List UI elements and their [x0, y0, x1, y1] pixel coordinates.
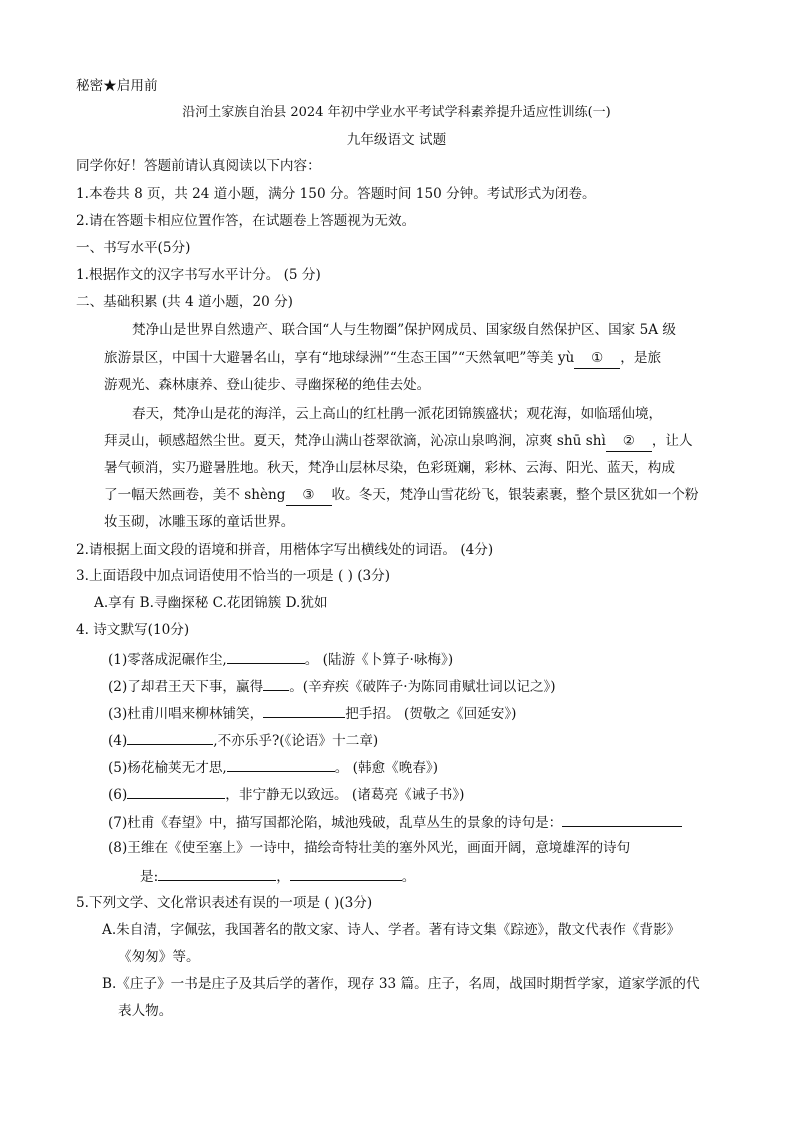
section-1-heading: 一、书写水平(5分) — [76, 240, 191, 256]
recitation-item: 是: ， 。 — [140, 865, 415, 887]
answer-blank[interactable] — [127, 783, 225, 799]
passage-line: 游观光、森林康养、登山徒步、寻幽探秘的绝佳去处。 — [104, 377, 431, 393]
answer-blank[interactable] — [290, 865, 402, 881]
question-3-options: A.享有 B.寻幽探秘 C.花团锦簇 D.犹如 — [94, 595, 328, 611]
answer-blank[interactable] — [263, 702, 345, 718]
instruction-item-1: 1.本卷共 8 页，共 24 道小题，满分 150 分。答题时间 150 分钟。考试形式为闭卷。 — [76, 186, 596, 202]
passage-line: 暑气顿消，实乃避暑胜地。秋天，梵净山层林尽染，色彩斑斓，彩林、云海、阳光、蓝天，构成 — [104, 460, 675, 476]
recitation-item: (4) ,不亦乐乎?(《论语》十二章) — [108, 729, 378, 751]
blank-2[interactable]: ② — [606, 431, 652, 452]
blank-3[interactable]: ③ — [286, 485, 332, 506]
blank-1[interactable]: ① — [574, 348, 620, 369]
option-b: B.《庄子》一书是庄子及其后学的著作，现存 33 篇。庄子，名周，战国时期哲学家，道家学派的代 — [102, 976, 700, 992]
section-2-heading: 二、基础积累 (共 4 道小题，20 分) — [76, 294, 293, 310]
passage-line: 春天，梵净山是花的海洋，云上高山的红杜鹃一派花团锦簇盛状；观花海，如临瑶仙境， — [132, 406, 663, 422]
passage-line: 妆玉砌，冰雕玉琢的童话世界。 — [104, 514, 295, 530]
answer-blank[interactable] — [263, 675, 289, 691]
option-b-continued: 表人物。 — [118, 1003, 173, 1019]
passage-text: 拜灵山，顿感超然尘世。夏天，梵净山满山苍翠欲滴，沁凉山泉鸣涧，凉爽 shū shì — [104, 433, 606, 449]
greeting: 同学你好！答题前请认真阅读以下内容： — [76, 158, 321, 174]
question-4-heading: 4. 诗文默写(10分) — [76, 622, 190, 638]
question-5: 5.下列文学、文化常识表述有误的一项是 ( )(3分) — [76, 895, 373, 911]
answer-blank[interactable] — [562, 811, 682, 827]
recitation-item: (8)王维在《使至塞上》一诗中，描绘奇特壮美的塞外风光，画面开阔，意境雄浑的诗句 — [108, 840, 631, 856]
option-a-continued: 《匆匆》等。 — [118, 949, 200, 965]
answer-blank[interactable] — [158, 865, 276, 881]
passage-text: ，是旅 — [620, 350, 662, 366]
passage-text: ，让人 — [651, 433, 693, 449]
answer-blank[interactable] — [127, 729, 213, 745]
question-1: 1.根据作文的汉字书写水平计分。 (5 分) — [76, 267, 321, 283]
option-a: A.朱自清，字佩弦，我国著名的散文家、诗人、学者。著有诗文集《踪迹》，散文代表作《背影》 — [102, 922, 681, 938]
confidential-mark: 秘密★启用前 — [76, 78, 158, 94]
recitation-item: (3)杜甫川唱来柳林铺笑， 把手招。 (贺敬之《回延安》) — [108, 702, 516, 724]
passage-text: 收。冬天，梵净山雪花纷飞，银装素裹，整个景区犹如一个粉 — [331, 487, 699, 503]
question-2: 2.请根据上面文段的语境和拼音，用楷体字写出横线处的词语。 (4分) — [76, 542, 494, 558]
passage-text: 了一幅天然画卷，美不 shèng — [104, 487, 286, 503]
recitation-item: (6) ，非宁静无以致远。 (诸葛亮《诫子书》) — [108, 783, 465, 805]
recitation-item: (5)杨花榆荚无才思, 。 (韩愈《晚春》) — [108, 756, 438, 778]
passage-line — [104, 348, 661, 369]
passage-line — [104, 431, 693, 452]
passage-line: 梵净山是世界自然遗产、联合国“人与生物圈”保护网成员、国家级自然保护区、国家 5A 级 — [132, 322, 676, 338]
exam-title: 沿河土家族自治县 2024 年初中学业水平考试学科素养提升适应性训练(一) — [182, 105, 611, 120]
exam-subtitle: 九年级语文 试题 — [346, 132, 447, 148]
answer-blank[interactable] — [227, 648, 305, 664]
passage-line — [104, 485, 699, 506]
answer-blank[interactable] — [227, 756, 335, 772]
question-3: 3.上面语段中加点词语使用不恰当的一项是 ( ) (3分) — [76, 568, 391, 584]
recitation-item: (1)零落成泥碾作尘, 。 (陆游《卜算子·咏梅》) — [108, 648, 453, 670]
instruction-item-2: 2.请在答题卡相应位置作答，在试题卷上答题视为无效。 — [76, 213, 416, 229]
recitation-item: (2)了却君王天下事，赢得 。(辛弃疾《破阵子·为陈同甫赋壮词以记之》) — [108, 675, 556, 697]
passage-text: 旅游景区，中国十大避暑名山，享有“地球绿洲”“生态王国”“天然氧吧”等美 yù — [104, 350, 575, 366]
recitation-item: (7)杜甫《春望》中，描写国都沦陷，城池残破，乱草丛生的景象的诗句是： — [108, 811, 682, 833]
